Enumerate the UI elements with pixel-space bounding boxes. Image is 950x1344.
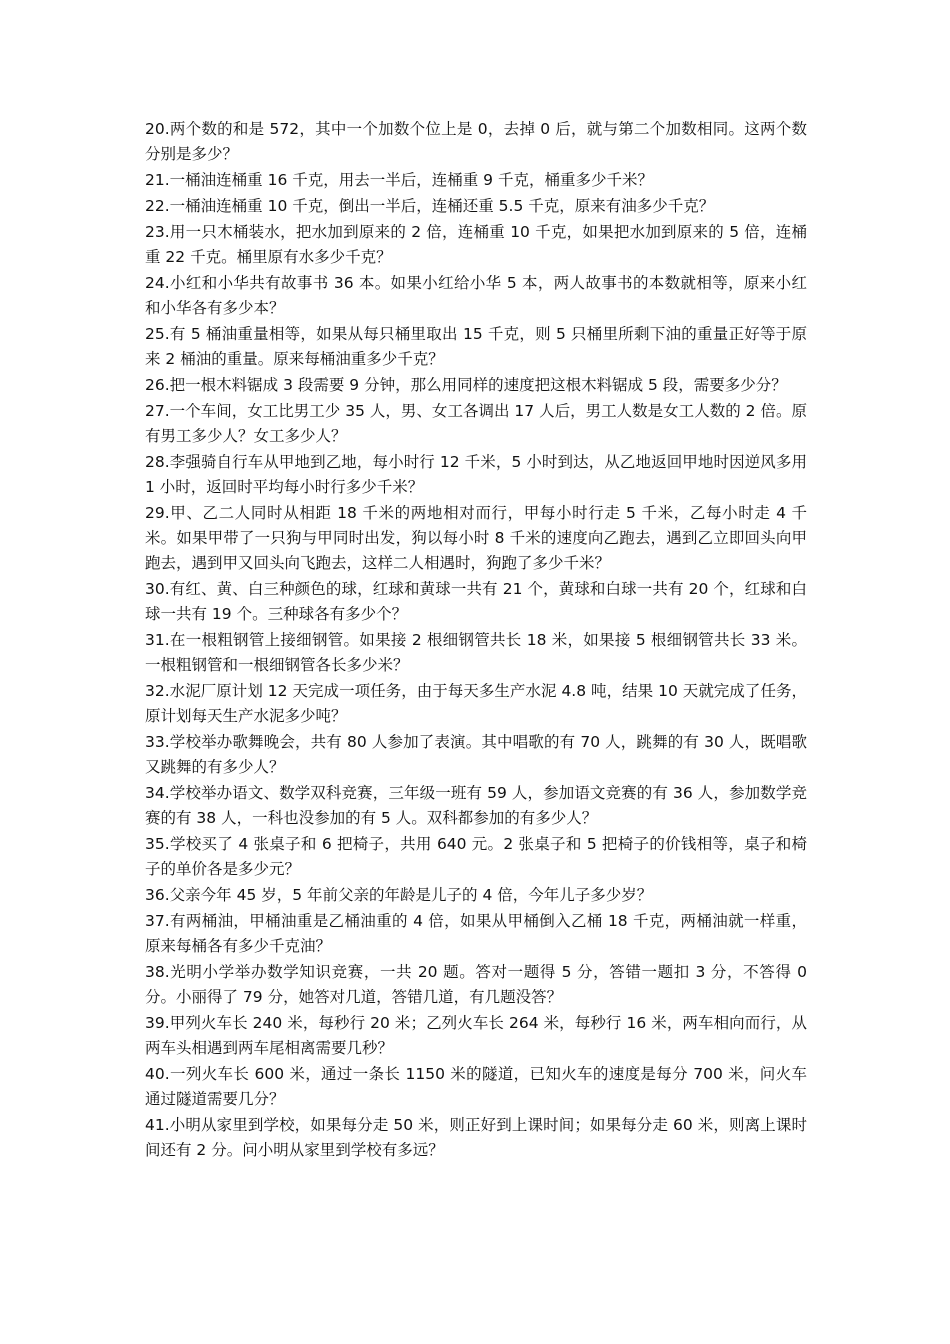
problem-22: 22.一桶油连桶重 10 千克，倒出一半后，连桶还重 5.5 千克，原来有油多少千克？ bbox=[145, 197, 715, 215]
problem-29: 29.甲、乙二人同时从相距 18 千米的两地相对而行，甲每小时行走 5 千米，乙每小时走 4 千米。如果甲带了一只狗与甲同时出发，狗以每小时 8 千米的速度向乙跑去，遇到乙立即回头向甲跑去，遇到甲又回头向飞跑去，这样二人相遇时，狗跑了多少千米？ bbox=[145, 504, 807, 572]
document-page bbox=[145, 117, 807, 1164]
problem-36: 36.父亲今年 45 岁，5 年前父亲的年龄是儿子的 4 倍，今年儿子多少岁？ bbox=[145, 886, 653, 904]
problem-24: 24.小红和小华共有故事书 36 本。如果小红给小华 5 本，两人故事书的本数就相等，原来小红和小华各有多少本？ bbox=[145, 274, 807, 317]
problem-38: 38.光明小学举办数学知识竞赛，一共 20 题。答对一题得 5 分，答错一题扣 3 分，不答得 0 分。小丽得了 79 分，她答对几道，答错几道，有几题没答？ bbox=[145, 963, 807, 1006]
problem-26: 26.把一根木料锯成 3 段需要 9 分钟，那么用同样的速度把这根木料锯成 5 段，需要多少分？ bbox=[145, 376, 787, 394]
problem-27: 27.一个车间，女工比男工少 35 人，男、女工各调出 17 人后，男工人数是女工人数的 2 倍。原有男工多少人？女工多少人？ bbox=[145, 402, 807, 445]
problem-25: 25.有 5 桶油重量相等，如果从每只桶里取出 15 千克，则 5 只桶里所剩下油的重量正好等于原来 2 桶油的重量。原来每桶油重多少千克？ bbox=[145, 325, 807, 368]
problem-20: 20.两个数的和是 572，其中一个加数个位上是 0，去掉 0 后，就与第二个加数相同。这两个数分别是多少？ bbox=[145, 120, 807, 163]
problem-34: 34.学校举办语文、数学双科竞赛，三年级一班有 59 人，参加语文竞赛的有 36 人，参加数学竞赛的有 38 人，一科也没参加的有 5 人。双科都参加的有多少人？ bbox=[145, 784, 807, 827]
problem-30: 30.有红、黄、白三种颜色的球，红球和黄球一共有 21 个，黄球和白球一共有 20 个，红球和白球一共有 19 个。三种球各有多少个？ bbox=[145, 580, 807, 623]
problem-21: 21.一桶油连桶重 16 千克，用去一半后，连桶重 9 千克，桶重多少千米？ bbox=[145, 171, 653, 189]
problem-40: 40.一列火车长 600 米，通过一条长 1150 米的隧道，已知火车的速度是每分 700 米，问火车通过隧道需要几分？ bbox=[145, 1065, 807, 1108]
problem-39: 39.甲列火车长 240 米，每秒行 20 米；乙列火车长 264 米，每秒行 16 米，两车相向而行，从两车头相遇到两车尾相离需要几秒？ bbox=[145, 1014, 807, 1057]
problem-32: 32.水泥厂原计划 12 天完成一项任务，由于每天多生产水泥 4.8 吨，结果 10 天就完成了任务，原计划每天生产水泥多少吨？ bbox=[145, 682, 807, 725]
problem-23: 23.用一只木桶装水，把水加到原来的 2 倍，连桶重 10 千克，如果把水加到原来的 5 倍，连桶重 22 千克。桶里原有水多少千克？ bbox=[145, 223, 807, 266]
problem-33: 33.学校举办歌舞晚会，共有 80 人参加了表演。其中唱歌的有 70 人，跳舞的有 30 人，既唱歌又跳舞的有多少人？ bbox=[145, 733, 807, 776]
problem-28: 28.李强骑自行车从甲地到乙地，每小时行 12 千米，5 小时到达，从乙地返回甲地时因逆风多用 1 小时，返回时平均每小时行多少千米？ bbox=[145, 453, 807, 496]
problem-37: 37.有两桶油，甲桶油重是乙桶油重的 4 倍，如果从甲桶倒入乙桶 18 千克，两桶油就一样重，原来每桶各有多少千克油？ bbox=[145, 912, 807, 955]
problem-35: 35.学校买了 4 张桌子和 6 把椅子，共用 640 元。2 张桌子和 5 把椅子的价钱相等，桌子和椅子的单价各是多少元？ bbox=[145, 835, 807, 878]
problem-31: 31.在一根粗钢管上接细钢管。如果接 2 根细钢管共长 18 米，如果接 5 根细钢管共长 33 米。一根粗钢管和一根细钢管各长多少米？ bbox=[145, 631, 807, 674]
problem-41: 41.小明从家里到学校，如果每分走 50 米，则正好到上课时间；如果每分走 60 米，则离上课时间还有 2 分。问小明从家里到学校有多远？ bbox=[145, 1116, 807, 1159]
